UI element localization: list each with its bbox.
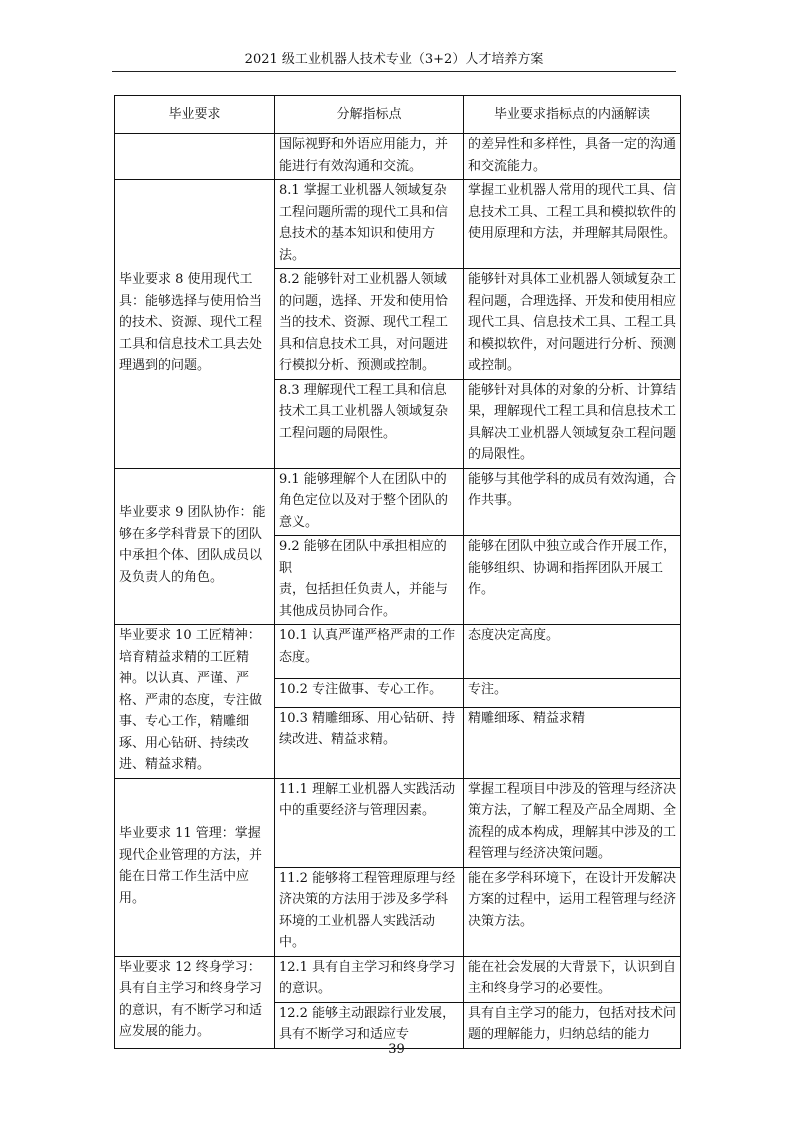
interpretation-cell: 掌握工程项目中涉及的管理与经济决策方法，了解工程及产品全周期、全流程的成本构成，理解其中涉及的工程管理与经济决策问题。 xyxy=(464,778,681,867)
indicator-cell: 10.2 专注做事、专心工作。 xyxy=(275,678,464,707)
indicator-cell: 国际视野和外语应用能力，并能进行有效沟通和交流。 xyxy=(275,134,464,180)
table-row xyxy=(115,180,681,269)
requirement-cell xyxy=(115,134,275,180)
requirement-cell-10: 毕业要求 10 工匠精神：培育精益求精的工匠精神。以认真、严谨、严格、严肃的态度，专注做事、专心工作，精雕细琢、用心钻研、持续改进、精益求精。 xyxy=(115,625,275,779)
column-header-indicator: 分解指标点 xyxy=(275,96,464,134)
requirement-cell-12: 毕业要求 12 终身学习：具有自主学习和终身学习的意识，有不断学习和适应发展的能力。 xyxy=(115,956,275,1048)
indicator-cell: 11.1 理解工业机器人实践活动中的重要经济与管理因素。 xyxy=(275,778,464,867)
requirement-cell-11: 毕业要求 11 管理：掌握现代企业管理的方法，并能在日常工作生活中应用。 xyxy=(115,778,275,956)
interpretation-cell: 能够针对具体的对象的分析、计算结果，理解现代工程工具和信息技术工具解决工业机器人领域复杂工程问题的局限性。 xyxy=(464,379,681,468)
indicator-cell: 8.1 掌握工业机器人领域复杂工程问题所需的现代工具和信息技术的基本知识和使用方法。 xyxy=(275,180,464,269)
indicator-cell: 10.3 精雕细琢、用心钻研、持续改进、精益求精。 xyxy=(275,707,464,778)
table-row xyxy=(115,625,681,679)
interpretation-cell: 态度决定高度。 xyxy=(464,625,681,679)
indicator-cell: 12.2 能够主动跟踪行业发展，具有不断学习和适应专 xyxy=(275,1002,464,1048)
indicator-text: 9.2 能够在团队中承担相应的职 xyxy=(279,539,447,576)
indicator-cell xyxy=(275,536,464,625)
interpretation-cell: 能够针对具体工业机器人领域复杂工程问题，合理选择、开发和使用相应现代工具、信息技术工具、工程工具和模拟软件，对问题进行分析、预测或控制。 xyxy=(464,269,681,380)
requirement-cell-8: 毕业要求 8 使用现代工具：能够选择与使用恰当的技术、资源、现代工程工具和信息技术工具去处理遇到的问题。 xyxy=(115,180,275,469)
requirement-cell-9: 毕业要求 9 团队协作：能够在多学科背景下的团队中承担个体、团队成员以及负责人的角色。 xyxy=(115,468,275,625)
page-number: 39 xyxy=(388,1042,405,1057)
indicator-cell: 8.2 能够针对工业机器人领域的问题，选择、开发和使用恰当的技术、资源、现代工程工具和信息技术工具，对问题进行模拟分析、预测或控制。 xyxy=(275,269,464,380)
graduation-requirements-table xyxy=(114,95,681,1049)
indicator-text-cont: 责，包括担任负责人，并能与其他成员协同合作。 xyxy=(279,582,449,619)
interpretation-cell: 能在社会发展的大背景下，认识到自主和终身学习的必要性。 xyxy=(464,956,681,1002)
indicator-cell: 9.1 能够理解个人在团队中的角色定位以及对于整个团队的意义。 xyxy=(275,468,464,536)
interpretation-cell: 掌握工业机器人常用的现代工具、信息技术工具、工程工具和模拟软件的使用原理和方法，并理解其局限性。 xyxy=(464,180,681,269)
table-row xyxy=(115,956,681,1002)
table-header-row xyxy=(115,96,681,134)
interpretation-cell: 专注。 xyxy=(464,678,681,707)
table-row xyxy=(115,468,681,536)
column-header-interpretation: 毕业要求指标点的内涵解读 xyxy=(464,96,681,134)
indicator-cell: 11.2 能够将工程管理原理与经济决策的方法用于涉及多学科环境的工业机器人实践活动中。 xyxy=(275,867,464,956)
interpretation-cell: 精雕细琢、精益求精 xyxy=(464,707,681,778)
interpretation-cell: 的差异性和多样性，具备一定的沟通和交流能力。 xyxy=(464,134,681,180)
interpretation-cell: 能够在团队中独立或合作开展工作，能够组织、协调和指挥团队开展工作。 xyxy=(464,536,681,625)
page-header: 2021 级工业机器人技术专业（3+2）人才培养方案 xyxy=(244,52,544,67)
indicator-cell: 12.1 具有自主学习和终身学习的意识。 xyxy=(275,956,464,1002)
interpretation-cell: 能在多学科环境下，在设计开发解决方案的过程中，运用工程管理与经济决策方法。 xyxy=(464,867,681,956)
indicator-cell: 8.3 理解现代工程工具和信息技术工具工业机器人领域复杂工程问题的局限性。 xyxy=(275,379,464,468)
interpretation-cell: 具有自主学习的能力，包括对技术问题的理解能力，归纳总结的能力 xyxy=(464,1002,681,1048)
indicator-cell: 10.1 认真严谨严格严肃的工作态度。 xyxy=(275,625,464,679)
column-header-requirement: 毕业要求 xyxy=(115,96,275,134)
header-rule xyxy=(112,71,676,72)
table-row xyxy=(115,134,681,180)
table-row xyxy=(115,778,681,867)
interpretation-cell: 能够与其他学科的成员有效沟通，合作共事。 xyxy=(464,468,681,536)
